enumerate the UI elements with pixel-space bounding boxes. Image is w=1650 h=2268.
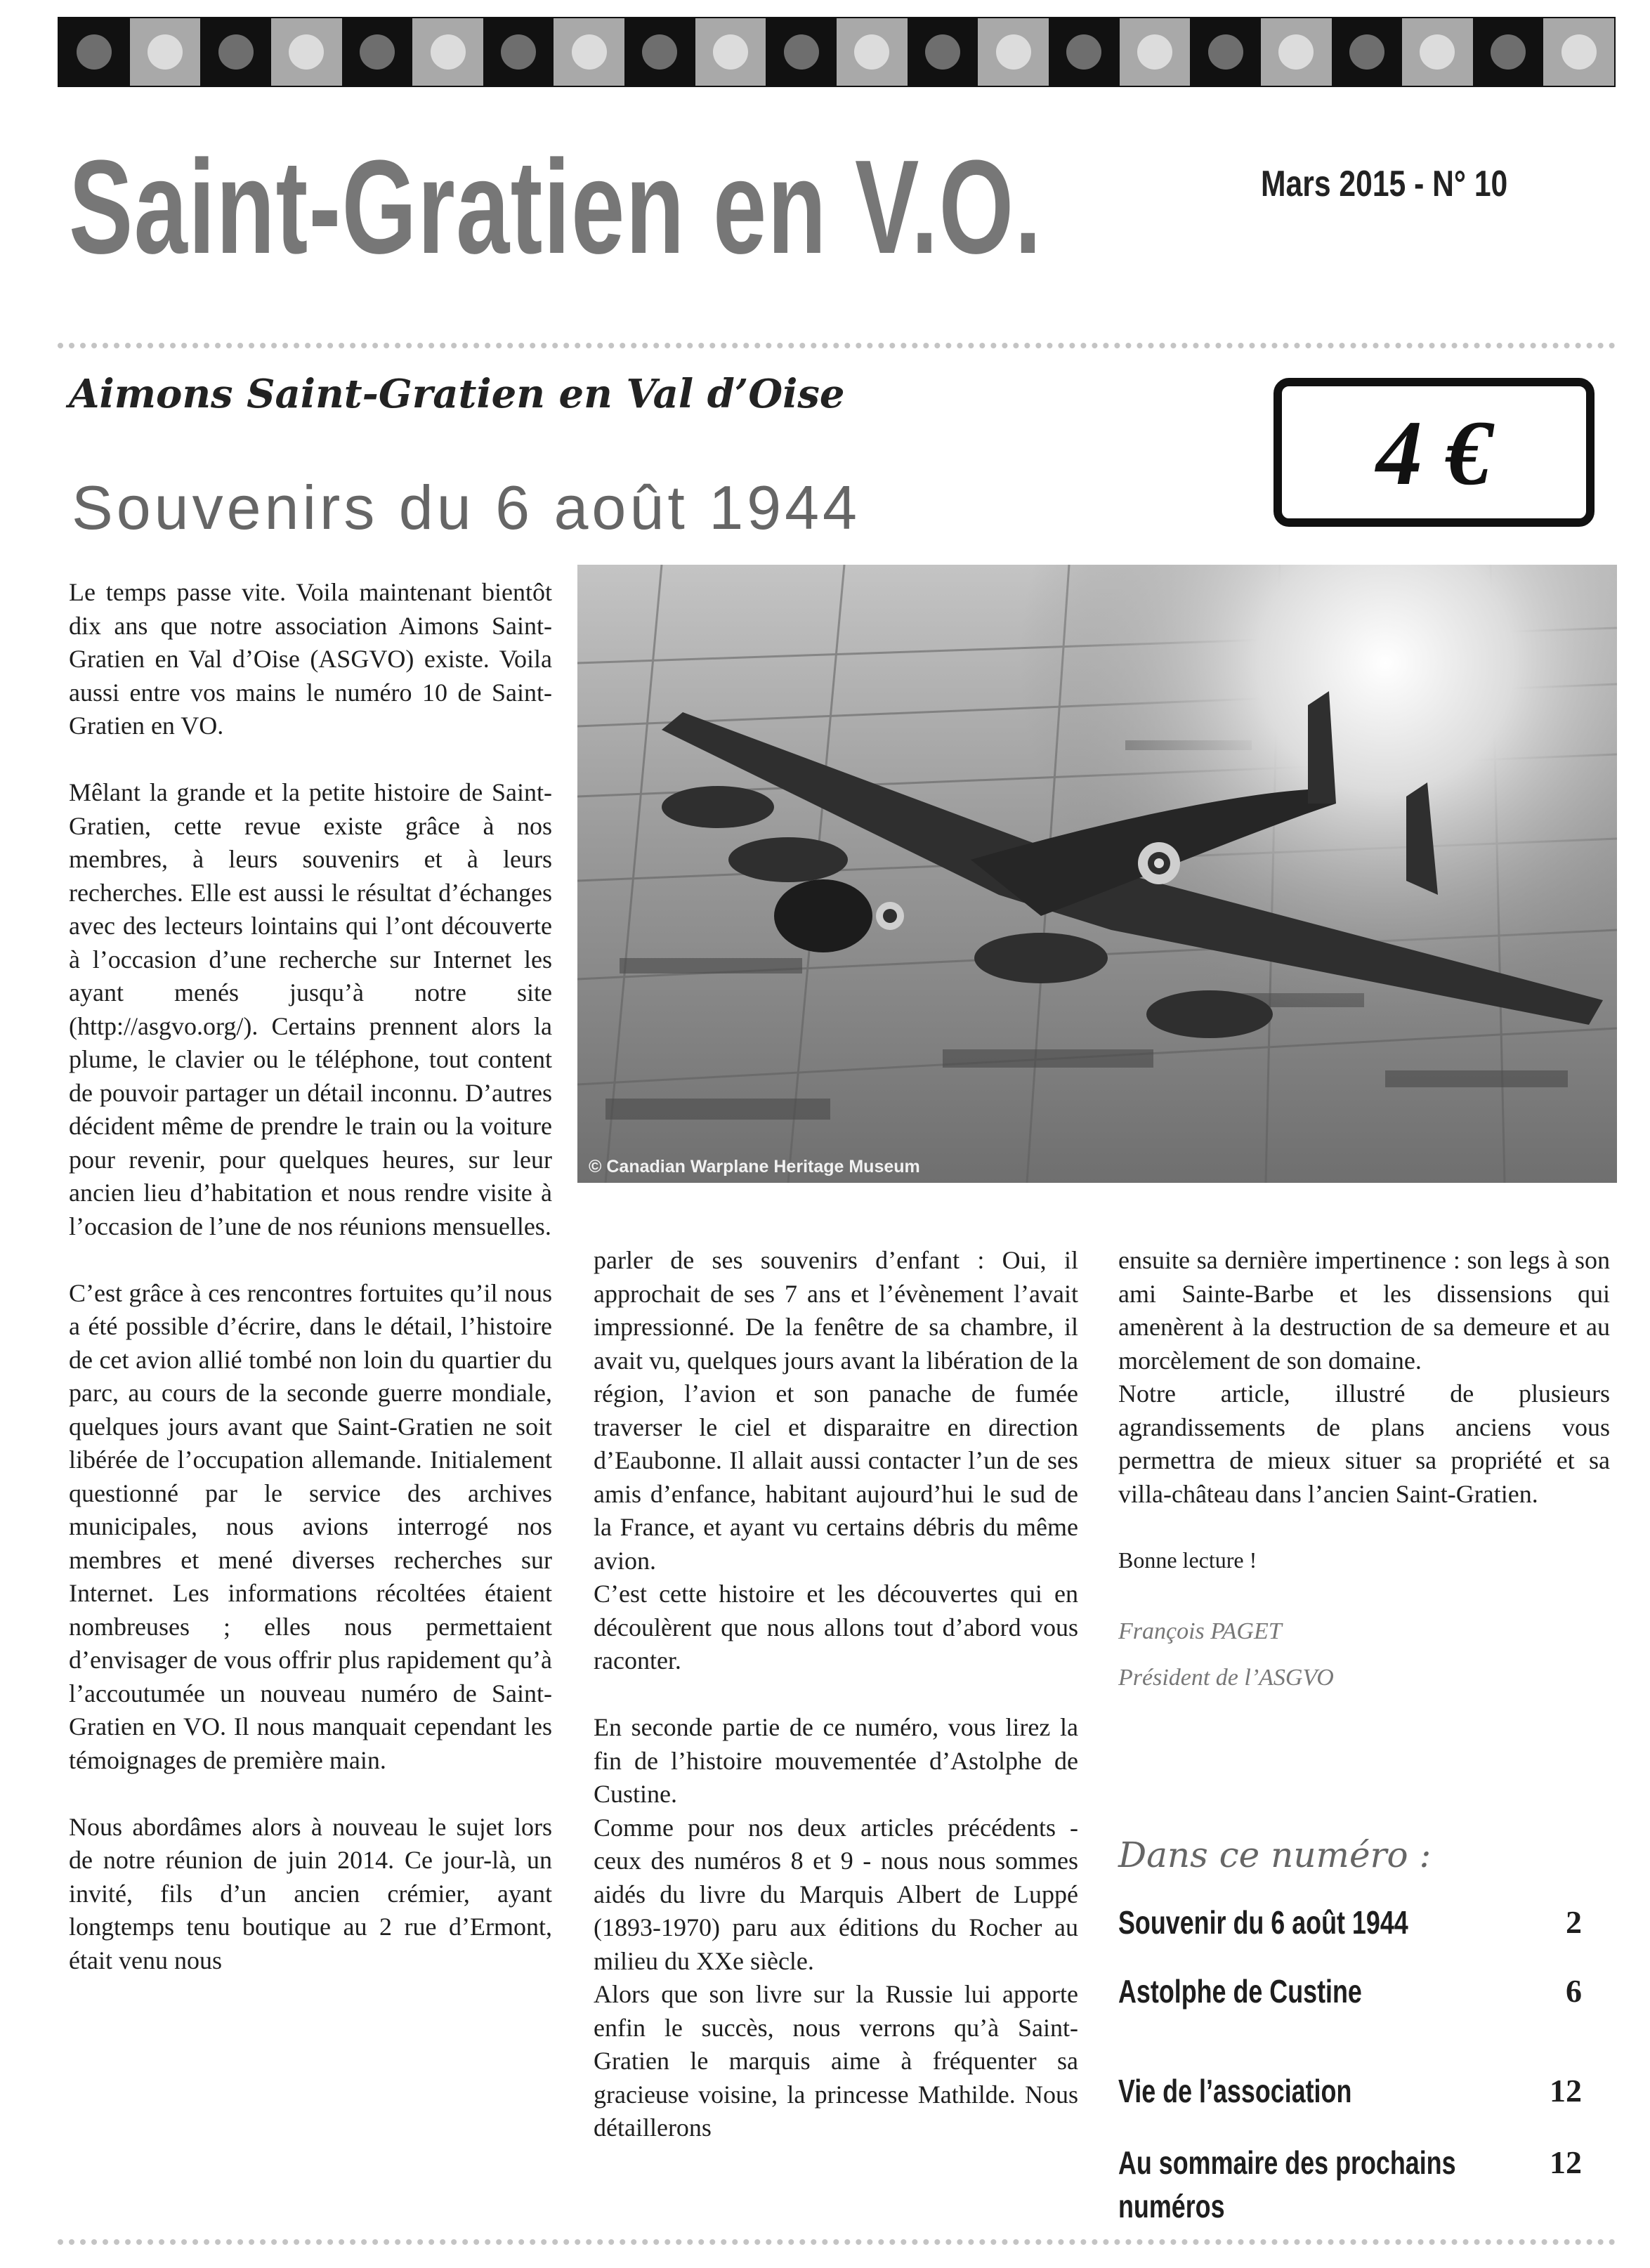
paragraph: C’est grâce à ces rencontres fortuites qu’il nous a été possible d’écrire, dans le détail, l’histoire de cet avion allié tombé non loin du quartier du parc, au cours de la seconde guerre mondiale, quelques jours avant que Saint-Gratien ne soit libérée de l’occupation allemande. Initialement questionné par le service des archives municipales, nous avions interrogé nos membres et mené diverses recherches sur Internet. Les informations récoltées étaient nombreuses ; elles nous permettaient d’envisager de vous offrir plus rapidement qu’à l’accoutumée un nouveau numéro de Saint-Gratien en VO. Il nous manquait cependant les témoignages de première main.: [69, 1278, 552, 1774]
toc-item-title: Vie de l’association: [1118, 2073, 1352, 2109]
toc-item[interactable]: [1118, 2144, 1582, 2225]
toc-item[interactable]: [1118, 1903, 1582, 1941]
band-square: [554, 18, 624, 86]
band-square: [59, 18, 130, 86]
band-square: [978, 18, 1049, 86]
paragraph: Nous abordâmes alors à nouveau le sujet lors de notre réunion de juin 2014. Ce jour-là, un invité, fils d’un ancien crémier, ayant longtemps tenu boutique au 2 rue d’Ermont, était venu nous: [69, 1812, 552, 1974]
band-square: [1402, 18, 1473, 86]
article-column-3: [1118, 1244, 1610, 1694]
band-square: [1543, 18, 1614, 86]
paragraph: Comme pour nos deux articles précédents - ceux des numéros 8 et 9 - nous nous sommes aidés du livre du Marquis Albert de Luppé (1893-1970) paru aux éditions du Rocher au milieu du XXe siècle.: [594, 1813, 1078, 1975]
band-square: [837, 18, 908, 86]
aircraft-photo-illustration: [577, 565, 1617, 1183]
toc-item-title-continued: numéros: [1118, 2188, 1225, 2224]
article-column-1: [69, 576, 552, 1977]
band-square: [1049, 18, 1120, 86]
toc-item-page: 2: [1566, 1904, 1582, 1940]
masthead-title: Saint-Gratien en V.O.: [69, 133, 1042, 282]
price: 4 €: [1376, 400, 1492, 504]
price-box: [1273, 378, 1595, 527]
band-square: [1120, 18, 1191, 86]
toc-item-page: 6: [1566, 1973, 1582, 2009]
paragraph: En seconde partie de ce numéro, vous lirez la fin de l’histoire mouvementée d’Astolphe de Custine.: [594, 1713, 1078, 1808]
issue-number: Mars 2015 - N° 10: [1261, 164, 1508, 204]
band-square: [271, 18, 342, 86]
band-square: [1261, 18, 1332, 86]
band-square: [1473, 18, 1544, 86]
author-role: Président de l’ASGVO: [1118, 1664, 1334, 1691]
band-square: [1190, 18, 1261, 86]
band-square: [1332, 18, 1403, 86]
decorative-band: [58, 17, 1616, 87]
paragraph: Notre article, illustré de plusieurs agrandissements de plans anciens vous permettra de mieux situer sa propriété et sa villa-château dans l’ancien Saint-Gratien.: [1118, 1379, 1610, 1508]
toc-item-title: Souvenir du 6 août 1944: [1118, 1904, 1408, 1941]
paragraph: parler de ses souvenirs d’enfant : Oui, il approchait de ses 7 ans et l’évènement l’avait impressionné. De la fenêtre de sa chambre, il avait vu, quelques jours avant la libération de la région, l’avion et son panache de fumée traverser le ciel et disparaitre en direction d’Eaubonne. Il allait aussi contacter l’un de ses amis d’enfance, habitant aujourd’hui le sud de la France, et ayant vu certains débris du même avion.: [594, 1246, 1078, 1575]
dotted-divider: [58, 343, 1616, 348]
toc-item-page: 12: [1550, 2144, 1582, 2180]
band-square: [412, 18, 483, 86]
dotted-divider: [58, 2239, 1616, 2245]
association-tagline: Aimons Saint-Gratien en Val d’Oise: [69, 371, 845, 417]
band-square: [200, 18, 271, 86]
band-square: [908, 18, 978, 86]
toc-heading: Dans ce numéro :: [1118, 1835, 1432, 1875]
toc-item[interactable]: [1118, 2072, 1582, 2110]
band-square: [483, 18, 554, 86]
toc-item-title: Astolphe de Custine: [1118, 1973, 1362, 2010]
paragraph: Alors que son livre sur la Russie lui apporte enfin le succès, nous verrons qu’à Saint-Gratien le marquis aime à fréquenter sa gracieuse voisine, la princesse Mathilde. Nous détaillerons: [594, 1980, 1078, 2142]
paragraph: C’est cette histoire et les découvertes qui en découlèrent que nous allons tout d’abord vous raconter.: [594, 1580, 1078, 1674]
band-square: [624, 18, 695, 86]
band-square: [342, 18, 413, 86]
paragraph: ensuite sa dernière impertinence : son legs à son ami Sainte-Barbe et les dissensions qui amenèrent à la destruction de sa demeure et au morcèlement de son domaine.: [1118, 1246, 1610, 1375]
article-column-2: [594, 1244, 1078, 2145]
toc-item[interactable]: [1118, 1972, 1582, 2010]
band-square: [130, 18, 201, 86]
band-square: [695, 18, 766, 86]
photo-credit: © Canadian Warplane Heritage Museum: [589, 1157, 920, 1176]
closing-line: Bonne lecture !: [1118, 1547, 1257, 1573]
author-name: François PAGET: [1118, 1618, 1282, 1644]
toc-item-title: Au sommaire des prochains: [1118, 2144, 1456, 2181]
paragraph: Le temps passe vite. Voila maintenant bientôt dix ans que notre association Aimons Saint-Gratien en Val d’Oise (ASGVO) existe. Voila aussi entre vos mains le numéro 10 de Saint-Gratien en VO.: [69, 578, 552, 740]
toc-item-page: 12: [1550, 2073, 1582, 2109]
paragraph: Mêlant la grande et la petite histoire de Saint-Gratien, cette revue existe grâce à nos membres, à leurs souvenirs et à leurs recherches. Elle est aussi le résultat d’échanges avec des lecteurs lointains qui l’ont découverte à l’occasion d’une recherche sur Internet les ayant menés jusqu’à notre site (http://asgvo.org/). Certains prennent alors la plume, le clavier ou le téléphone, tout content de pouvoir partager un détail inconnu. D’autres décident même de prendre le train ou la voiture pour revenir, pour quelques heures, sur leur ancien lieu d’habitation et nous rendre visite à l’occasion de l’une de nos réunions mensuelles.: [69, 778, 552, 1240]
article-title: Souvenirs du 6 août 1944: [72, 473, 860, 542]
aircraft-photo: [577, 565, 1617, 1183]
band-square: [766, 18, 837, 86]
